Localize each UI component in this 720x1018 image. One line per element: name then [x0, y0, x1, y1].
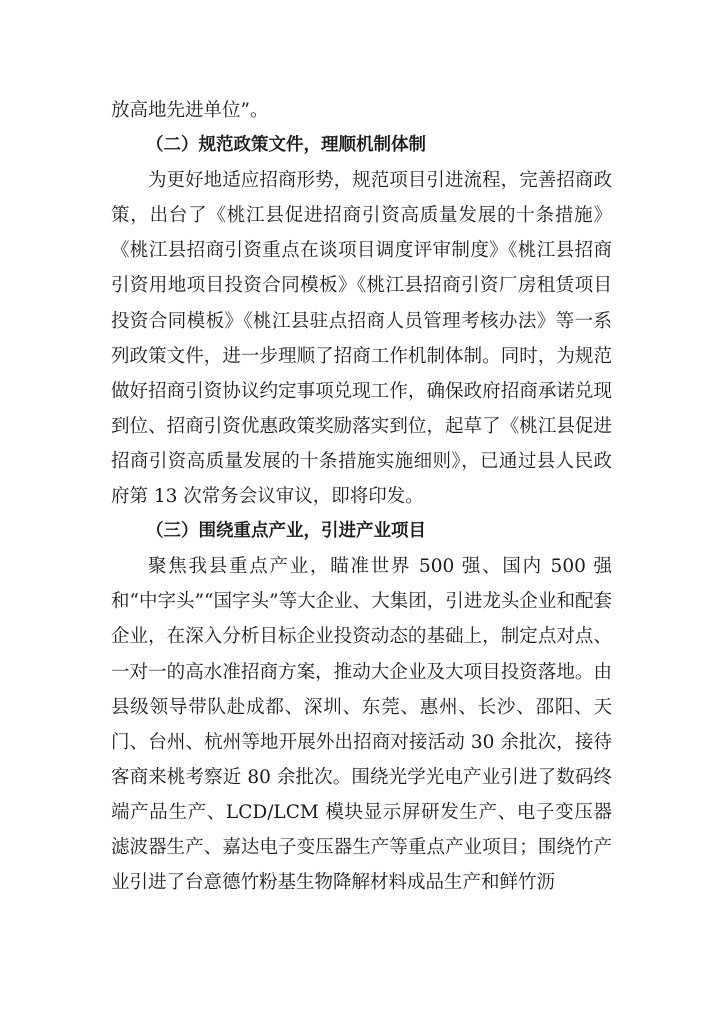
- paragraph-industry: 聚焦我县重点产业，瞄准世界 500 强、国内 500 强和“中字头”“国字头”等大企业、大集团，引进龙头企业和配套企业，在深入分析目标企业投资动态的基础上，制定点对点、一对一的高水准招商方案，推动大企业及大项目投资落地。由县级领导带队赴成都、深圳、东莞、惠州、长沙、邵阳、天门、台州、杭州等地开展外出招商对接活动 30 余批次，接待客商来桃考察近 80 余批次。围绕光学光电产业引进了数码终端产品生产、LCD/LCM 模块显示屏研发生产、电子变压器滤波器生产、嘉达电子变压器生产等重点产业项目；围绕竹产业引进了台意德竹粉基生物降解材料成品生产和鲜竹沥: [111, 556, 612, 894]
- document-body: [111, 93, 612, 900]
- paragraph-continuation: 放高地先进单位”。: [111, 100, 269, 121]
- section-heading-3: （三）围绕重点产业，引进产业项目: [146, 521, 426, 542]
- section-heading-2: （二）规范政策文件，理顺机制体制: [146, 135, 426, 156]
- paragraph-policy: 为更好地适应招商形势，规范项目引进流程，完善招商政策，出台了《桃江县促进招商引资高质量发展的十条措施》《桃江县招商引资重点在谈项目调度评审制度》《桃江县招商引资用地项目投资合同模板》《桃江县招商引资厂房租赁项目投资合同模板》《桃江县驻点招商人员管理考核办法》等一系列政策文件，进一步理顺了招商工作机制体制。同时，为规范做好招商引资协议约定事项兑现工作，确保政府招商承诺兑现到位、招商引资优惠政策奖励落实到位，起草了《桃江县促进招商引资高质量发展的十条措施实施细则》，已通过县人民政府第 13 次常务会议审议，即将印发。: [111, 170, 612, 508]
